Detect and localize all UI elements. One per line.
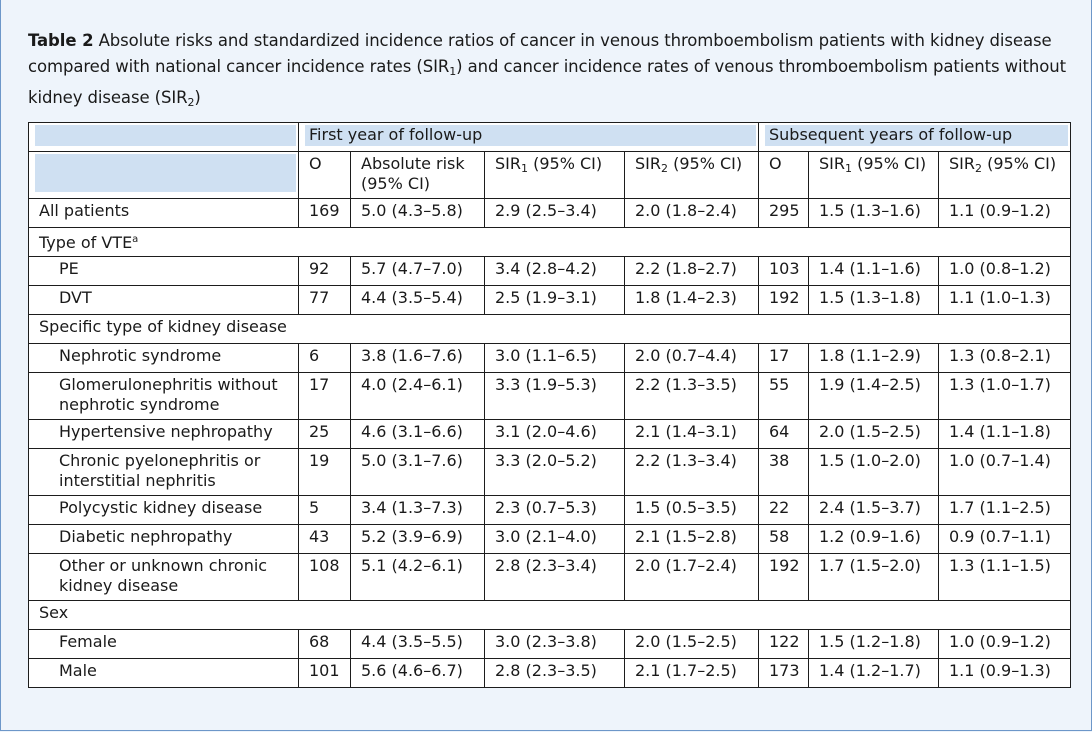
cell-sir2b: 1.3 (1.0–1.7) (939, 373, 1071, 420)
row-label: Nephrotic syndrome (29, 344, 299, 373)
cell-sir1b: 1.4 (1.1–1.6) (809, 257, 939, 286)
cell-o1: 77 (299, 286, 351, 315)
header-sir1-subsequent: $SIR_1$ (95% CI) (809, 152, 939, 199)
cell-o2: 38 (759, 449, 809, 496)
cell-sir2: 2.0 (0.7–4.4) (625, 344, 759, 373)
cell-o2: 64 (759, 420, 809, 449)
cell-sir2: 2.1 (1.4–3.1) (625, 420, 759, 449)
caption-sub-1: 1 (449, 65, 457, 78)
table-row (29, 659, 1071, 688)
cell-abs: 5.0 (3.1–7.6) (351, 449, 485, 496)
cell-abs: 5.2 (3.9–6.9) (351, 525, 485, 554)
cell-o1: 101 (299, 659, 351, 688)
cell-sir2: 1.8 (1.4–2.3) (625, 286, 759, 315)
cell-sir1: 2.5 (1.9–3.1) (485, 286, 625, 315)
cell-sir1: 2.3 (0.7–5.3) (485, 496, 625, 525)
cell-sir2b: 1.0 (0.8–1.2) (939, 257, 1071, 286)
header-label-cell (29, 152, 299, 199)
table-caption (28, 28, 1078, 116)
cell-sir2b: 0.9 (0.7–1.1) (939, 525, 1071, 554)
header-row-groups (29, 123, 1071, 152)
row-label: Chronic pyelonephritis or interstitial nephritis (29, 449, 299, 496)
cell-sir1: 3.0 (1.1–6.5) (485, 344, 625, 373)
cell-sir2b: 1.0 (0.7–1.4) (939, 449, 1071, 496)
cell-sir1b: 1.8 (1.1–2.9) (809, 344, 939, 373)
cell-abs: 5.6 (4.6–6.7) (351, 659, 485, 688)
table-row (29, 286, 1071, 315)
header-o-first: O (299, 152, 351, 199)
cell-sir2: 2.2 (1.8–2.7) (625, 257, 759, 286)
cell-o2: 192 (759, 286, 809, 315)
cell-sir2b: 1.1 (1.0–1.3) (939, 286, 1071, 315)
cell-o2: 22 (759, 496, 809, 525)
cell-sir2b: 1.3 (0.8–2.1) (939, 344, 1071, 373)
section-label: Type of VTE$^a$ (29, 228, 1071, 257)
cell-sir2b: 1.1 (0.9–1.3) (939, 659, 1071, 688)
cell-o2: 122 (759, 630, 809, 659)
table-row (29, 525, 1071, 554)
cell-o1: 68 (299, 630, 351, 659)
cell-sir2b: 1.1 (0.9–1.2) (939, 199, 1071, 228)
cell-sir1b: 2.4 (1.5–3.7) (809, 496, 939, 525)
cell-sir2: 1.5 (0.5–3.5) (625, 496, 759, 525)
cell-abs: 4.4 (3.5–5.5) (351, 630, 485, 659)
header-o-subsequent: O (759, 152, 809, 199)
table-row (29, 199, 1071, 228)
cell-o1: 169 (299, 199, 351, 228)
cell-abs: 5.0 (4.3–5.8) (351, 199, 485, 228)
header-sir2-subsequent: $SIR_2$ (95% CI) (939, 152, 1071, 199)
caption-text-3: ) (194, 88, 201, 107)
cell-sir2: 2.1 (1.5–2.8) (625, 525, 759, 554)
header-group-subsequent: Subsequent years of follow-up (759, 123, 1071, 152)
table-row (29, 496, 1071, 525)
cell-abs: 3.8 (1.6–7.6) (351, 344, 485, 373)
cell-sir2: 2.0 (1.8–2.4) (625, 199, 759, 228)
row-label: Glomerulonephritis without nephrotic syndrome (29, 373, 299, 420)
row-label: Polycystic kidney disease (29, 496, 299, 525)
header-absolute-risk: Absolute risk (95% CI) (351, 152, 485, 199)
header-row-columns (29, 152, 1071, 199)
table-row (29, 630, 1071, 659)
header-corner (29, 123, 299, 152)
cell-o2: 295 (759, 199, 809, 228)
caption-text-2: ) and cancer incidence rates of venous thromboembolism patients without kidney disease (SIR (28, 57, 1066, 107)
row-label: PE (29, 257, 299, 286)
cell-o2: 55 (759, 373, 809, 420)
section-label: Specific type of kidney disease (29, 315, 1071, 344)
cell-sir1b: 1.7 (1.5–2.0) (809, 554, 939, 601)
cell-o2: 17 (759, 344, 809, 373)
data-table (28, 122, 1071, 688)
caption-text-1: Absolute risks and standardized incidence ratios of cancer in venous thromboembolism patients with kidney disease compared with national cancer incidence rates (SIR (28, 31, 1052, 76)
cell-sir1: 3.3 (2.0–5.2) (485, 449, 625, 496)
cell-o1: 43 (299, 525, 351, 554)
cell-sir2: 2.0 (1.7–2.4) (625, 554, 759, 601)
caption-sub-2: 2 (187, 96, 195, 109)
cell-sir2: 2.2 (1.3–3.4) (625, 449, 759, 496)
cell-sir1: 2.8 (2.3–3.5) (485, 659, 625, 688)
cell-o1: 25 (299, 420, 351, 449)
cell-o1: 108 (299, 554, 351, 601)
cell-sir1b: 1.5 (1.3–1.6) (809, 199, 939, 228)
table-row (29, 257, 1071, 286)
cell-o2: 58 (759, 525, 809, 554)
row-label: Other or unknown chronic kidney disease (29, 554, 299, 601)
cell-sir1: 3.0 (2.1–4.0) (485, 525, 625, 554)
cell-sir1b: 1.2 (0.9–1.6) (809, 525, 939, 554)
row-label: Diabetic nephropathy (29, 525, 299, 554)
cell-sir2b: 1.3 (1.1–1.5) (939, 554, 1071, 601)
cell-abs: 4.6 (3.1–6.6) (351, 420, 485, 449)
cell-sir1: 3.4 (2.8–4.2) (485, 257, 625, 286)
cell-o1: 92 (299, 257, 351, 286)
header-sir2-first: $SIR_2$ (95% CI) (625, 152, 759, 199)
section-label: Sex (29, 601, 1071, 630)
table-row (29, 449, 1071, 496)
cell-o2: 103 (759, 257, 809, 286)
cell-o1: 6 (299, 344, 351, 373)
cell-sir2: 2.2 (1.3–3.5) (625, 373, 759, 420)
cell-o1: 17 (299, 373, 351, 420)
header-sir1-first: $SIR_1$ (95% CI) (485, 152, 625, 199)
row-label: All patients (29, 199, 299, 228)
cell-abs: 4.0 (2.4–6.1) (351, 373, 485, 420)
cell-abs: 3.4 (1.3–7.3) (351, 496, 485, 525)
cell-sir1b: 1.5 (1.0–2.0) (809, 449, 939, 496)
cell-sir1: 2.9 (2.5–3.4) (485, 199, 625, 228)
cell-abs: 5.7 (4.7–7.0) (351, 257, 485, 286)
cell-sir1: 3.3 (1.9–5.3) (485, 373, 625, 420)
cell-sir2: 2.0 (1.5–2.5) (625, 630, 759, 659)
row-label: Female (29, 630, 299, 659)
row-label: DVT (29, 286, 299, 315)
table-label: Table 2 (28, 31, 94, 50)
cell-sir1b: 1.4 (1.2–1.7) (809, 659, 939, 688)
cell-sir1: 3.0 (2.3–3.8) (485, 630, 625, 659)
table-row (29, 344, 1071, 373)
cell-o2: 192 (759, 554, 809, 601)
cell-sir1b: 1.9 (1.4–2.5) (809, 373, 939, 420)
cell-abs: 4.4 (3.5–5.4) (351, 286, 485, 315)
header-group-first-year: First year of follow-up (299, 123, 759, 152)
cell-sir1b: 1.5 (1.2–1.8) (809, 630, 939, 659)
cell-sir1b: 2.0 (1.5–2.5) (809, 420, 939, 449)
cell-o1: 19 (299, 449, 351, 496)
cell-sir1: 3.1 (2.0–4.6) (485, 420, 625, 449)
cell-sir2b: 1.4 (1.1–1.8) (939, 420, 1071, 449)
cell-o2: 173 (759, 659, 809, 688)
row-label: Male (29, 659, 299, 688)
cell-sir2b: 1.7 (1.1–2.5) (939, 496, 1071, 525)
cell-abs: 5.1 (4.2–6.1) (351, 554, 485, 601)
cell-sir1: 2.8 (2.3–3.4) (485, 554, 625, 601)
table-row (29, 420, 1071, 449)
table-row (29, 373, 1071, 420)
section-row-sex (29, 601, 1071, 630)
cell-sir1b: 1.5 (1.3–1.8) (809, 286, 939, 315)
cell-o1: 5 (299, 496, 351, 525)
table-row (29, 554, 1071, 601)
section-row-kidney (29, 315, 1071, 344)
cell-sir2: 2.1 (1.7–2.5) (625, 659, 759, 688)
section-row-vte (29, 228, 1071, 257)
cell-sir2b: 1.0 (0.9–1.2) (939, 630, 1071, 659)
row-label: Hypertensive nephropathy (29, 420, 299, 449)
